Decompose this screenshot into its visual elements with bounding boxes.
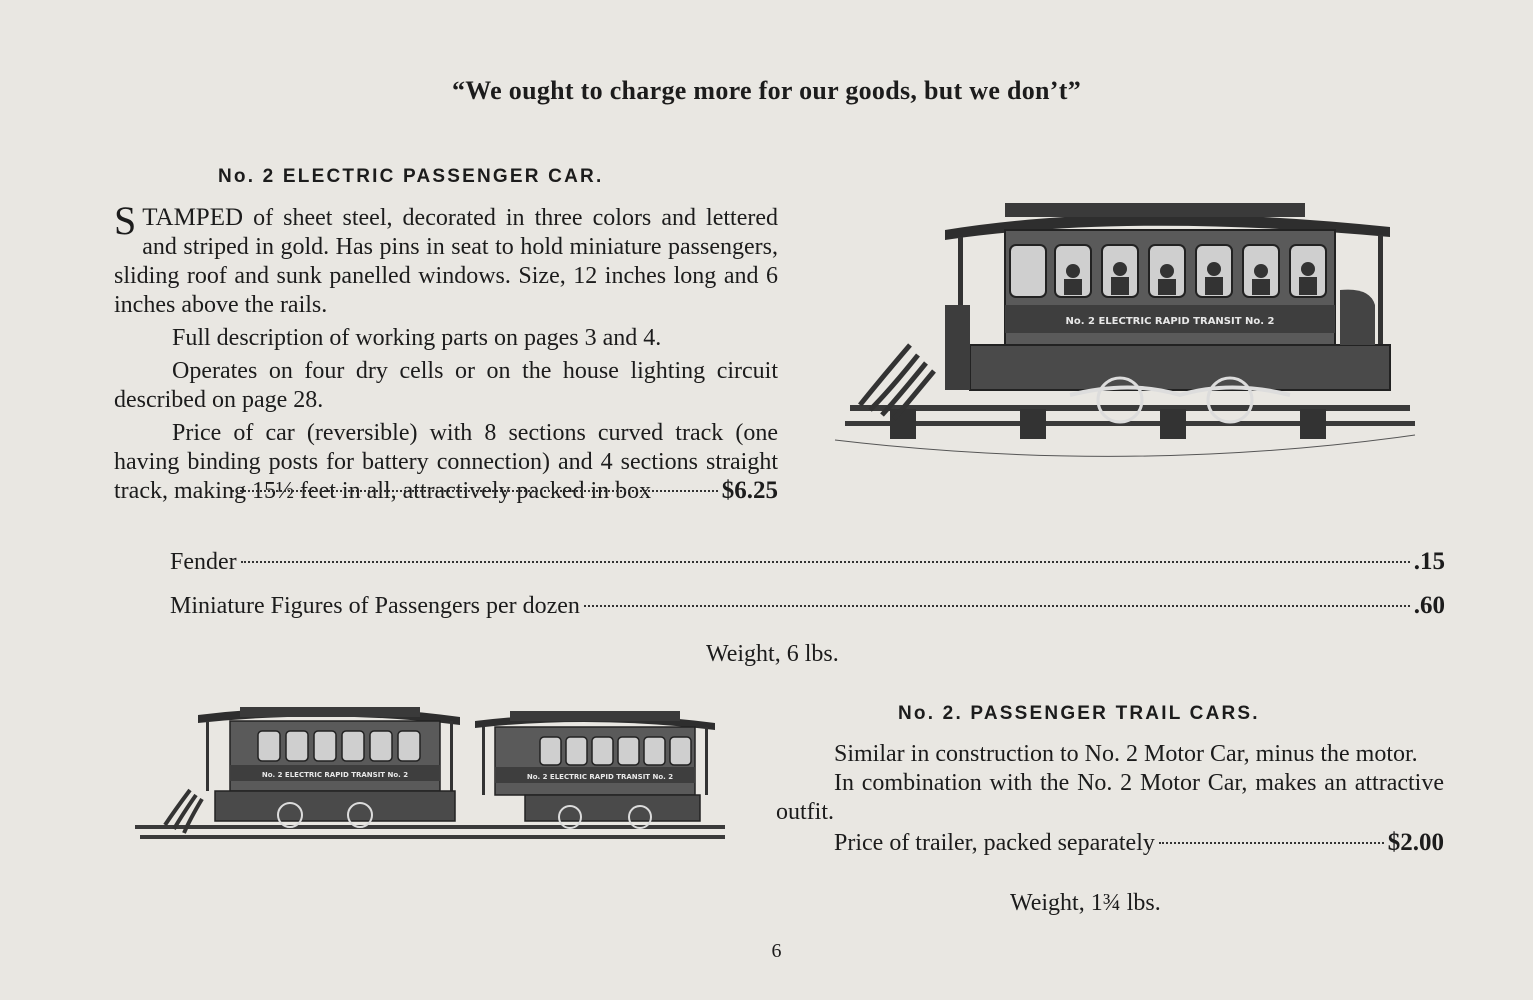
- leader-dots: [241, 561, 1410, 563]
- trailer-weight: Weight, 1¾ lbs.: [1010, 890, 1161, 916]
- leader-dots: [584, 605, 1410, 607]
- page-motto: “We ought to charge more for our goods, but we don’t”: [451, 76, 1082, 105]
- car-weight: Weight, 6 lbs.: [706, 641, 839, 667]
- trailer-price: $2.00: [1387, 829, 1444, 856]
- trailer-heading: No. 2. PASSENGER TRAIL CARS.: [898, 703, 1260, 724]
- fender-price: .15: [1413, 548, 1445, 575]
- trailer-description: [776, 740, 1444, 857]
- trailer-sign-text: No. 2 ELECTRIC RAPID TRANSIT No. 2: [526, 773, 674, 781]
- trailer-price-row: [776, 829, 1444, 857]
- leader-dots: [1159, 842, 1384, 844]
- fender-row: [170, 548, 1445, 576]
- car-sign-text: No. 2 ELECTRIC RAPID TRANSIT No. 2: [1065, 316, 1275, 327]
- car-paragraph-3: Operates on four dry cells or on the house lighting circuit described on page 28.: [114, 358, 778, 413]
- fender-label: Fender: [170, 549, 237, 575]
- page-number: 6: [771, 940, 782, 962]
- trail-cars-illustration: [130, 695, 730, 860]
- car-paragraph-1-text: of sheet steel, decorated in three colors and lettered and striped in gold. Has pins in seat to hold miniature passengers, sliding roof and sunk panelled windows. Size, 12 inches long and 6 inches above the rails.: [114, 205, 778, 318]
- caps-word: TAMPED: [142, 204, 244, 231]
- car-heading: No. 2 ELECTRIC PASSENGER CAR.: [218, 166, 604, 187]
- figures-price: .60: [1413, 592, 1445, 619]
- car-price: $6.25: [721, 477, 778, 504]
- motor-car-sign-text: No. 2 ELECTRIC RAPID TRANSIT No. 2: [261, 771, 409, 779]
- trailer-paragraph-1: Similar in construction to No. 2 Motor Car, minus the motor.: [834, 741, 1418, 767]
- drop-cap: S: [114, 198, 137, 243]
- figures-label: Miniature Figures of Passengers per dozen: [170, 593, 580, 619]
- leader-dots: [232, 490, 718, 492]
- car-paragraph-1: [114, 198, 778, 320]
- trailer-paragraph-2: In combination with the No. 2 Motor Car, makes an attractive outfit.: [776, 770, 1444, 825]
- car-paragraph-4-text: Price of car (reversible) with 8 sections curved track (one having binding posts for battery connection) and 4 sections straight track, making 15½ feet in all, attractively packed in box: [114, 420, 778, 504]
- figures-row: [170, 592, 1445, 620]
- car-paragraph-2: Full description of working parts on pages 3 and 4.: [172, 325, 662, 351]
- car-description: [114, 198, 778, 505]
- motor-car-illustration: [830, 195, 1420, 475]
- trailer-price-label: Price of trailer, packed separately: [834, 830, 1155, 856]
